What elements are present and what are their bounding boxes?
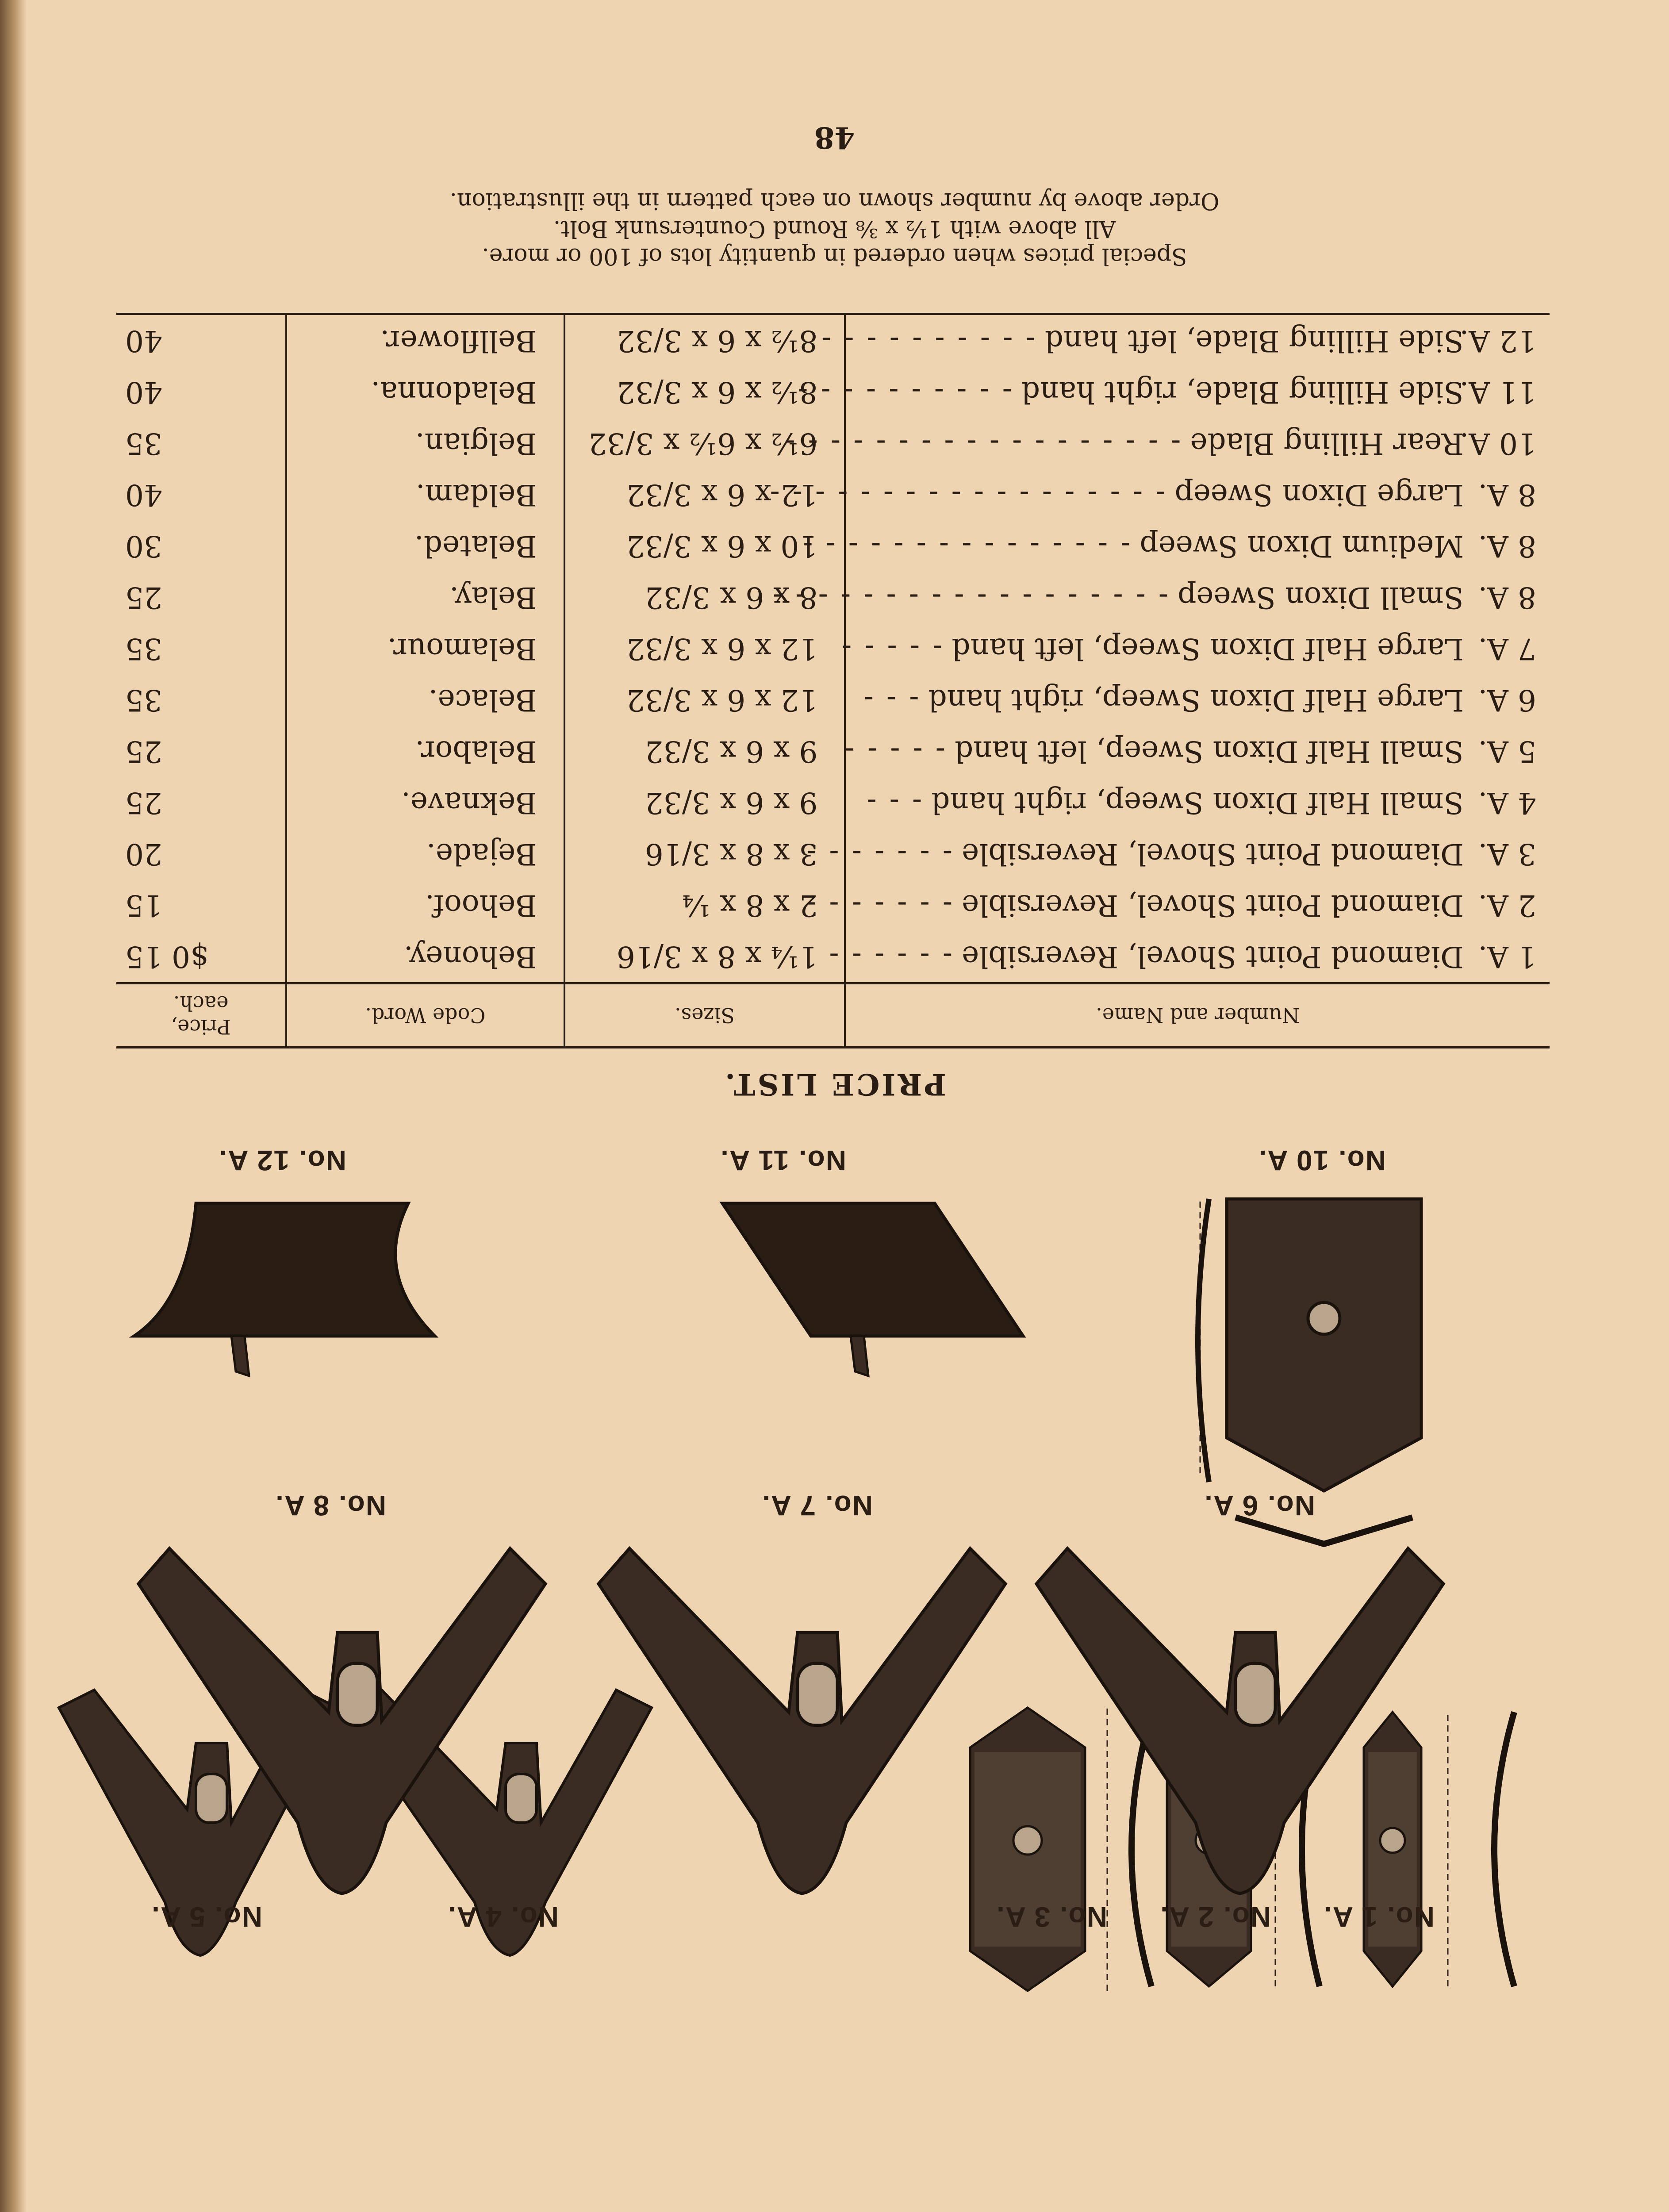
cell-name: 6 A.Large Half Dixon Sweep, right hand - - - — [845, 674, 1550, 726]
price-table-header — [116, 983, 1550, 1048]
cell-code: Belated. — [286, 520, 564, 572]
cell-price: 35 — [125, 683, 162, 717]
page-number: 48 — [814, 120, 855, 155]
cell-price: 40 — [116, 314, 286, 367]
blade-figure-7a — [599, 1535, 1005, 1893]
cell-price: 15 — [125, 888, 162, 922]
table-row — [116, 828, 1550, 879]
cell-name: 4 A.Small Half Dixon Sweep, right hand - - - — [845, 777, 1550, 828]
cell-code: Belace. — [286, 674, 564, 726]
cell-size: 3 x 8 x 3/16 — [564, 828, 845, 879]
table-row — [116, 931, 1550, 983]
price-table — [116, 313, 1550, 1048]
label-12a: No. 12 A. — [218, 1144, 346, 1176]
note-line: All above with 1½ x ⅜ Round Countersunk Bolt. — [553, 215, 1116, 242]
label-3a: No. 3 A. — [996, 1901, 1107, 1933]
cell-name: 11 A.Side Hilling Blade, right hand - - - - - - - - - - — [845, 366, 1550, 418]
cell-size: 9 x 6 x 3/32 — [564, 777, 845, 828]
header-sizes: Sizes. — [564, 983, 845, 1048]
table-row — [116, 879, 1550, 931]
cell-size: 6½ x 6½ x 3/32 — [564, 418, 845, 469]
cell-code: Bejade. — [286, 828, 564, 879]
cell-size: 8½ x 6 x 3/32 — [564, 314, 845, 367]
cell-price: 25 — [125, 734, 162, 768]
cell-price: $0 15 — [125, 939, 209, 974]
table-row — [116, 726, 1550, 777]
cell-name: 7 A.Large Half Dixon Sweep, left hand - - - - - — [845, 623, 1550, 674]
table-row — [116, 366, 1550, 418]
cell-name: 8 A.Small Dixon Sweep - - - - - - - - - - - - - - - - - - — [845, 572, 1550, 623]
cell-code: Bellflower. — [286, 314, 564, 367]
cell-code: Belamour. — [286, 623, 564, 674]
cell-code: Belay. — [286, 572, 564, 623]
cell-name: 3 A.Diamond Point Shovel, Reversible - - - - - - - — [845, 828, 1550, 879]
header-price: Price, each. — [116, 983, 286, 1048]
cell-price: 35 — [125, 426, 162, 461]
blade-profile-10a — [1191, 1199, 1213, 1482]
table-row — [116, 623, 1550, 674]
cell-name: 8 A.Large Dixon Sweep - - - - - - - - - - - - - - - - - - — [845, 469, 1550, 520]
blade-figure-10a — [1218, 1181, 1430, 1491]
cell-code: Belabor. — [286, 726, 564, 777]
header-code: Code Word. — [286, 983, 564, 1048]
note-line: Special prices when ordered in quantity lots of 100 or more. — [482, 243, 1187, 269]
cell-size: 1¼ x 8 x 3/16 — [564, 931, 845, 983]
cell-size: 12 x 6 x 3/32 — [564, 623, 845, 674]
label-4a: No. 4 A. — [447, 1901, 559, 1933]
table-row — [116, 572, 1550, 623]
blade-profile-1a — [1483, 1712, 1523, 1986]
label-2a: No. 2 A. — [1159, 1901, 1271, 1933]
blade-figure-8a — [138, 1535, 545, 1893]
blade-figure-11a — [722, 1203, 1023, 1389]
price-list-title: PRICE LIST. — [723, 1067, 946, 1102]
cell-price: 40 — [125, 477, 162, 512]
cell-code: Beldam. — [286, 469, 564, 520]
cell-code: Behoney. — [286, 931, 564, 983]
cell-price: 30 — [125, 529, 162, 563]
cell-size: 12 x 6 x 3/32 — [564, 674, 845, 726]
cell-price: 25 — [125, 580, 162, 614]
cell-price: 25 — [125, 785, 162, 820]
label-5a: No. 5 A. — [151, 1901, 262, 1933]
cell-code: Beladonna. — [286, 366, 564, 418]
cell-size: 2 x 8 x ¼ — [564, 879, 845, 931]
blade-figure-6a — [1036, 1535, 1443, 1893]
label-6a: No. 6 A. — [1204, 1490, 1315, 1521]
label-10a: No. 10 A. — [1258, 1144, 1386, 1176]
order-notes — [0, 187, 1669, 270]
cell-name: 5 A.Small Half Dixon Sweep, left hand - - - - - — [845, 726, 1550, 777]
cell-size: 8½ x 6 x 3/32 — [564, 366, 845, 418]
cell-price: 35 — [125, 631, 162, 666]
table-row — [116, 520, 1550, 572]
label-7a: No. 7 A. — [761, 1490, 873, 1521]
table-row — [116, 418, 1550, 469]
cell-code: Belgian. — [286, 418, 564, 469]
cell-name: 8 A.Medium Dixon Sweep - - - - - - - - - - - - - - - — [845, 520, 1550, 572]
table-row — [116, 777, 1550, 828]
table-row — [116, 314, 1550, 367]
cell-price: 40 — [125, 375, 162, 409]
cell-size: 10 x 6 x 3/32 — [564, 520, 845, 572]
table-row — [116, 674, 1550, 726]
label-8a: No. 8 A. — [275, 1490, 386, 1521]
blade-figure-12a — [134, 1203, 435, 1389]
cell-size: 8 x 6 x 3/32 — [564, 572, 845, 623]
table-row — [116, 469, 1550, 520]
cell-name: 12 A.Side Hilling Blade, left hand - - - - - - - - - - — [845, 314, 1550, 367]
note-line: Order above by number shown on each pattern in the illustration. — [449, 188, 1220, 215]
cell-size: 12 x 6 x 3/32 — [564, 469, 845, 520]
label-1a: No. 1 A. — [1323, 1901, 1435, 1933]
cell-price: 20 — [125, 837, 162, 871]
cell-name: 2 A.Diamond Point Shovel, Reversible - - - - - - - — [845, 879, 1550, 931]
label-11a: No. 11 A. — [720, 1144, 846, 1176]
cell-code: Beknave. — [286, 777, 564, 828]
cell-size: 9 x 6 x 3/32 — [564, 726, 845, 777]
header-name: Number and Name. — [845, 983, 1550, 1048]
cell-name: 10 A.Rear Hilling Blade - - - - - - - - - - - - - - - - - - — [845, 418, 1550, 469]
cell-code: Behoof. — [286, 879, 564, 931]
cell-name: 1 A.Diamond Point Shovel, Reversible - - - - - - — [845, 931, 1550, 983]
